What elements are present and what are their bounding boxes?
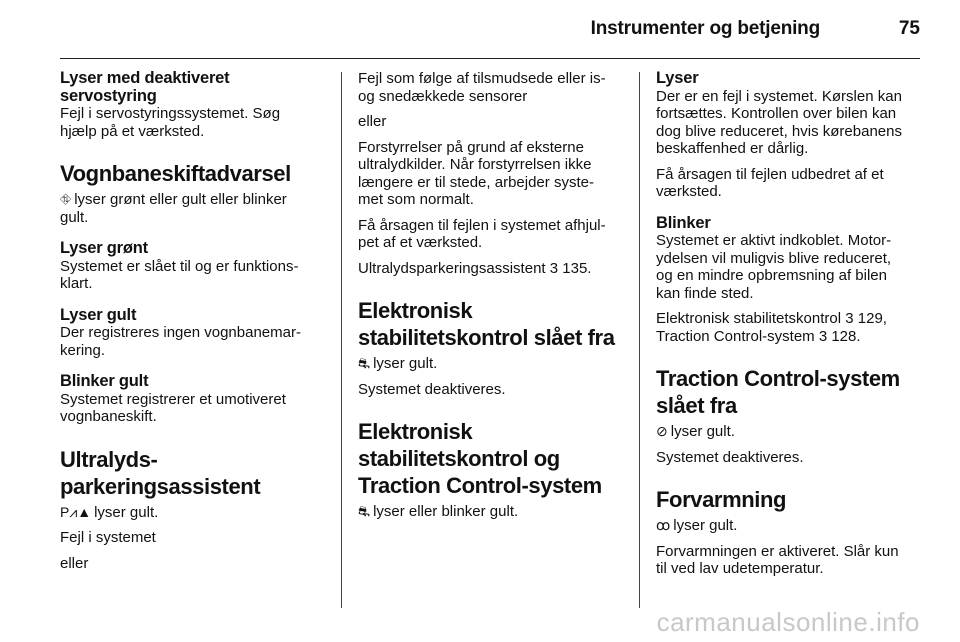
page-ref[interactable]: 3 135. bbox=[549, 259, 592, 277]
heading-preheat: Forvarmning bbox=[656, 487, 787, 512]
para-workshop: Få årsagen til fejlen i systemet afhjul- pet af et værksted. bbox=[358, 216, 606, 251]
heading-servo: Lyser med deaktiveret servostyring bbox=[60, 69, 230, 105]
heading-esc-off: Elektronisk stabilitetskontrol slået fra bbox=[358, 298, 615, 350]
para-or-2: eller bbox=[358, 113, 387, 130]
column-divider-1 bbox=[341, 72, 342, 608]
heading-green: Lyser grønt bbox=[60, 239, 148, 257]
para-preheat-info: Forvarmningen er aktiveret. Slår kun til ved lav udetemperatur. bbox=[656, 542, 899, 577]
para-blink: Systemet registrerer et umotiveret vognbaneskift. bbox=[60, 390, 286, 425]
para-refs: Elektronisk stabilitetskontrol 3 129, Traction Control-system 3 128. bbox=[656, 310, 887, 345]
para-lane: ⛗ lyser grønt eller gult eller blinker gult. bbox=[60, 191, 287, 226]
para-tc-deactivated: Systemet deaktiveres. bbox=[656, 448, 804, 466]
parking-assist-icon: P⩘▲ bbox=[60, 503, 92, 520]
heading-lights: Lyser bbox=[656, 69, 699, 87]
para-or: eller bbox=[60, 554, 89, 572]
lane-change-icon: ⛗ bbox=[60, 191, 72, 207]
heading-ultrasonic: Ultralyds- parkeringsassistent bbox=[60, 446, 261, 499]
para-esc-tc: ⛐ lyser eller blinker gult. bbox=[358, 503, 519, 520]
para-tc-off: ⊘ lyser gult. bbox=[656, 423, 735, 440]
chapter-title: Instrumenter og betjening bbox=[590, 18, 820, 39]
para-preheat: ꝏ lyser gult. bbox=[656, 517, 738, 534]
para-esc-deactivated: Systemet deaktiveres. bbox=[358, 380, 506, 398]
heading-blink: Blinker gult bbox=[60, 372, 149, 390]
para-esc-off: ⛐ lyser gult. bbox=[358, 355, 438, 372]
para-servo: Fejl i servostyringssystemet. Søg hjælp på et værksted. bbox=[60, 105, 281, 140]
heading-esc-tc: Elektronisk stabilitetskontrol og Traction Control-system bbox=[358, 419, 602, 498]
para-lights-repair: Få årsagen til fejlen udbedret af et værksted. bbox=[656, 165, 884, 200]
para-sensors: Fejl som følge af tilsmudsede eller is- og snedækkede sensorer bbox=[358, 70, 606, 105]
tc-off-icon: ⊘ bbox=[656, 423, 668, 439]
para-ultra-ref: Ultralydsparkeringsassistent 3 135. bbox=[358, 259, 592, 277]
heading-tc-off: Traction Control-system slået fra bbox=[656, 366, 900, 418]
para-fault: Fejl i systemet bbox=[60, 529, 156, 546]
para-lights: Der er en fejl i systemet. Kørslen kan fortsættes. Kontrollen over bilen kan dog blive reduceret, hvis kørebanens beskaffenhed er dårlig. bbox=[656, 87, 902, 157]
esc-icon: ⛐ bbox=[358, 503, 371, 519]
column-2 bbox=[358, 70, 628, 521]
glow-plug-icon: ꝏ bbox=[656, 517, 671, 533]
para-blinker: Systemet er aktivt indkoblet. Motor- ydelsen vil muligvis blive reduceret, og en mindre opbremsning af bilen kan finde sted. bbox=[656, 232, 892, 302]
column-divider-2 bbox=[639, 72, 640, 608]
para-interference: Forstyrrelser på grund af eksterne ultralydkilder. Når forstyrrelsen ikke længere er til stede, arbejder syste- met som normalt. bbox=[358, 138, 594, 208]
heading-lane-change: Vognbaneskiftadvarsel bbox=[60, 161, 291, 186]
esc-off-icon: ⛐ bbox=[358, 355, 371, 371]
column-1 bbox=[60, 70, 330, 572]
watermark: carmanualsonline.info bbox=[656, 607, 920, 637]
page-number: 75 bbox=[898, 18, 920, 39]
para-ultrasonic: P⩘▲ lyser gult. bbox=[60, 503, 159, 521]
heading-blinker: Blinker bbox=[656, 213, 711, 232]
page-header bbox=[0, 0, 960, 62]
para-yellow: Der registreres ingen vognbanemar- kering. bbox=[60, 324, 301, 359]
para-green: Systemet er slået til og er funktions- klart. bbox=[60, 257, 299, 292]
column-3 bbox=[656, 70, 926, 578]
header-rule bbox=[60, 58, 920, 59]
heading-yellow: Lyser gult bbox=[60, 305, 137, 324]
